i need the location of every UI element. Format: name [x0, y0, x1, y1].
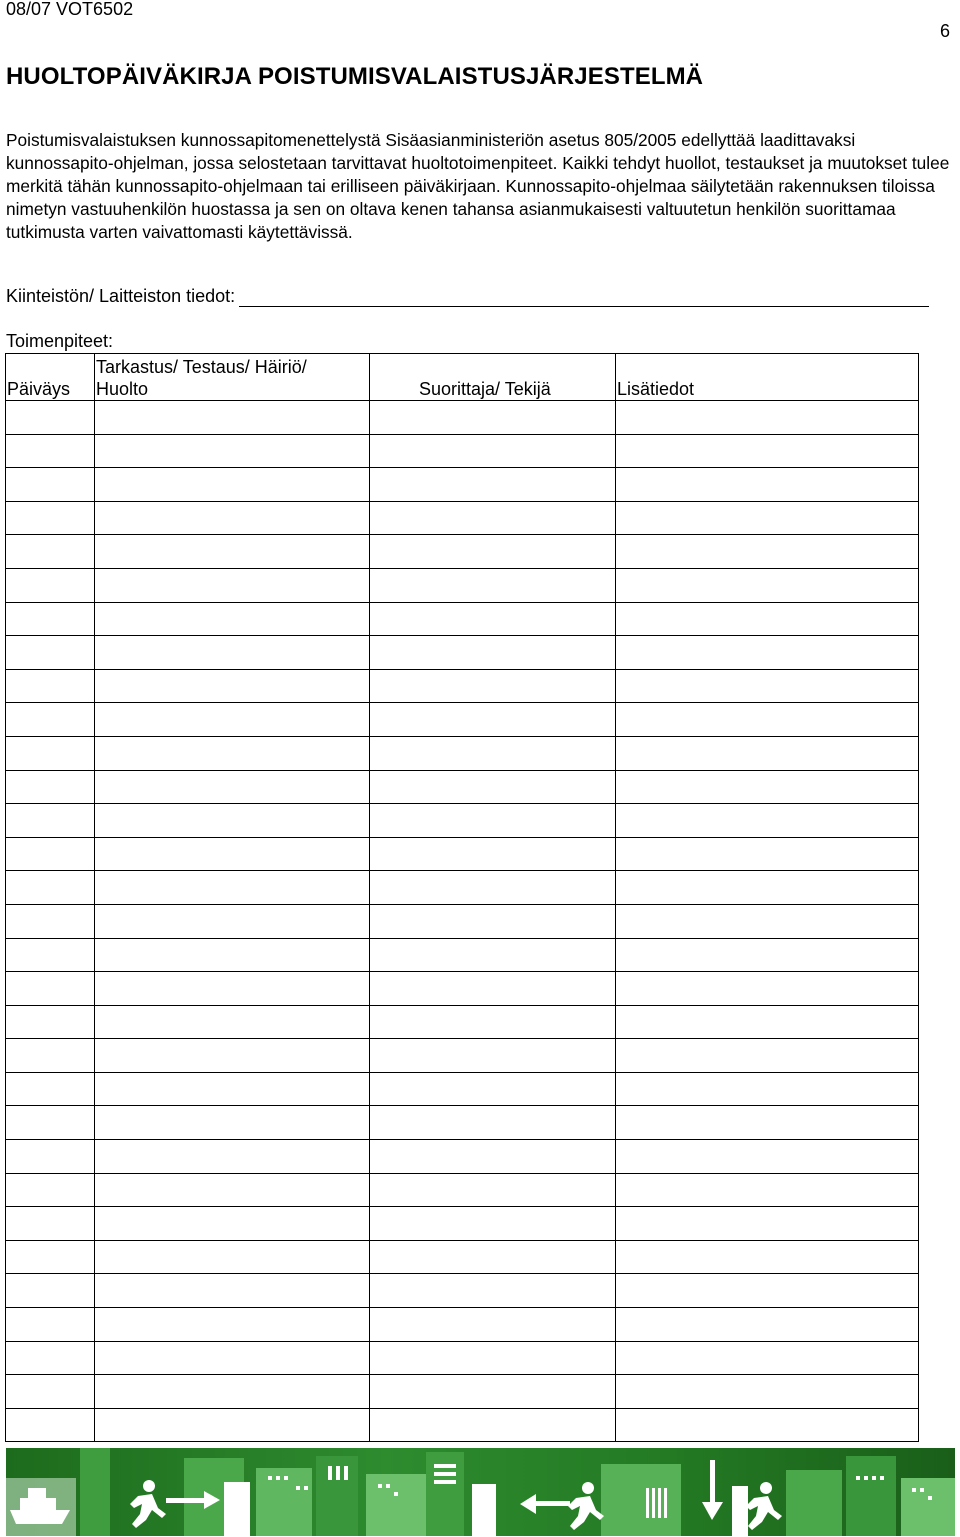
cell-action-type[interactable] — [95, 669, 370, 703]
cell-date[interactable] — [6, 1106, 95, 1140]
cell-action-type[interactable] — [95, 871, 370, 905]
cell-action-type[interactable] — [95, 1274, 370, 1308]
cell-action-type[interactable] — [95, 602, 370, 636]
cell-date[interactable] — [6, 1072, 95, 1106]
cell-performer[interactable] — [370, 434, 616, 468]
cell-action-type[interactable] — [95, 1240, 370, 1274]
cell-performer[interactable] — [370, 1341, 616, 1375]
cell-action-type[interactable] — [95, 1408, 370, 1442]
page-title: HUOLTOPÄIVÄKIRJA POISTUMISVALAISTUSJÄRJESTELMÄ — [6, 63, 704, 90]
cell-notes[interactable] — [616, 1005, 919, 1039]
cell-notes[interactable] — [616, 468, 919, 502]
cell-action-type[interactable] — [95, 1005, 370, 1039]
cell-date[interactable] — [6, 703, 95, 737]
table-row — [6, 1039, 919, 1073]
cell-action-type[interactable] — [95, 736, 370, 770]
table-row — [6, 736, 919, 770]
document-code: 08/07 VOT6502 — [6, 0, 134, 19]
cell-performer[interactable] — [370, 1375, 616, 1409]
property-info-fill-line[interactable] — [239, 287, 929, 307]
table-row — [6, 1408, 919, 1442]
cell-date[interactable] — [6, 1341, 95, 1375]
cell-action-type[interactable] — [95, 1140, 370, 1174]
footer-banner — [6, 1448, 955, 1536]
cell-date[interactable] — [6, 1375, 95, 1409]
cell-date[interactable] — [6, 1005, 95, 1039]
table-row — [6, 1005, 919, 1039]
cell-date[interactable] — [6, 602, 95, 636]
cell-performer[interactable] — [370, 602, 616, 636]
cell-action-type[interactable] — [95, 770, 370, 804]
cell-date[interactable] — [6, 636, 95, 670]
header-notes: Lisätiedot — [616, 354, 919, 401]
cell-notes[interactable] — [616, 904, 919, 938]
cell-notes[interactable] — [616, 602, 919, 636]
cell-action-type[interactable] — [95, 1207, 370, 1241]
table-row — [6, 1308, 919, 1342]
table-row — [6, 636, 919, 670]
cell-date[interactable] — [6, 1140, 95, 1174]
cell-performer[interactable] — [370, 938, 616, 972]
table-row — [6, 972, 919, 1006]
cell-date[interactable] — [6, 871, 95, 905]
cell-date[interactable] — [6, 837, 95, 871]
cell-date[interactable] — [6, 434, 95, 468]
cell-performer[interactable] — [370, 1207, 616, 1241]
table-row — [6, 703, 919, 737]
cell-date[interactable] — [6, 1039, 95, 1073]
table-header-row — [6, 354, 919, 401]
footer-banner-graphic — [6, 1448, 955, 1536]
cell-date[interactable] — [6, 1408, 95, 1442]
table-row — [6, 501, 919, 535]
running-man-icon — [746, 1482, 782, 1530]
cell-action-type[interactable] — [95, 501, 370, 535]
cell-date[interactable] — [6, 770, 95, 804]
table-row — [6, 401, 919, 435]
cell-notes[interactable] — [616, 1207, 919, 1241]
cell-performer[interactable] — [370, 736, 616, 770]
cell-performer[interactable] — [370, 1106, 616, 1140]
cell-notes[interactable] — [616, 837, 919, 871]
cell-action-type[interactable] — [95, 804, 370, 838]
door-icon — [472, 1484, 496, 1536]
door-icon — [224, 1482, 250, 1536]
table-row — [6, 1375, 919, 1409]
cell-notes[interactable] — [616, 1140, 919, 1174]
cell-notes[interactable] — [616, 1072, 919, 1106]
property-info-label: Kiinteistön/ Laitteiston tiedot: — [6, 286, 236, 306]
cell-action-type[interactable] — [95, 1173, 370, 1207]
cell-performer[interactable] — [370, 1408, 616, 1442]
table-row — [6, 1106, 919, 1140]
table-row — [6, 1173, 919, 1207]
cell-performer[interactable] — [370, 669, 616, 703]
cell-notes[interactable] — [616, 736, 919, 770]
cell-date[interactable] — [6, 1173, 95, 1207]
cell-performer[interactable] — [370, 1039, 616, 1073]
cell-notes[interactable] — [616, 1106, 919, 1140]
cell-performer[interactable] — [370, 401, 616, 435]
cell-performer[interactable] — [370, 636, 616, 670]
header-date: Päiväys — [6, 354, 95, 401]
table-row — [6, 837, 919, 871]
intro-paragraph: Poistumisvalaistuksen kunnossapitomenettelystä Sisäasianministeriön asetus 805/2005 edellyttää laadittavaksi kunnossapito-ohjelman, jossa selostetaan tarvittavat huoltotoimenpiteet. Kaikki tehdyt huollot, testaukset ja muutokset tulee merkitä tähän kunnossapito-ohjelmaan tai erilliseen päiväkirjaan. Kunnossapito-ohjelmaa säilytetään rakennuksen tiloissa nimetyn vastuuhenkilön huostassa ja sen on oltava kenen tahansa asianmukaisesti valtuutetun henkilön suorittamaa tutkimusta varten vaivattomasti käytettävissä. — [6, 130, 950, 242]
header-performer: Suorittaja/ Tekijä — [370, 354, 616, 401]
cell-performer[interactable] — [370, 770, 616, 804]
table-row — [6, 904, 919, 938]
cell-date[interactable] — [6, 804, 95, 838]
cell-notes[interactable] — [616, 1408, 919, 1442]
table-row — [6, 1207, 919, 1241]
cell-performer[interactable] — [370, 1005, 616, 1039]
cell-action-type[interactable] — [95, 1375, 370, 1409]
door-icon — [732, 1486, 748, 1536]
ship-icon — [6, 1478, 76, 1536]
cell-performer[interactable] — [370, 804, 616, 838]
cell-action-type[interactable] — [95, 568, 370, 602]
cell-notes[interactable] — [616, 1274, 919, 1308]
cell-action-type[interactable] — [95, 468, 370, 502]
table-row — [6, 669, 919, 703]
cell-action-type[interactable] — [95, 703, 370, 737]
property-info-row — [6, 286, 929, 307]
cell-action-type[interactable] — [95, 636, 370, 670]
cell-date[interactable] — [6, 401, 95, 435]
table-row — [6, 468, 919, 502]
cell-notes[interactable] — [616, 535, 919, 569]
cell-date[interactable] — [6, 468, 95, 502]
cell-performer[interactable] — [370, 871, 616, 905]
cell-action-type[interactable] — [95, 1106, 370, 1140]
cell-notes[interactable] — [616, 669, 919, 703]
cell-performer[interactable] — [370, 1072, 616, 1106]
cell-performer[interactable] — [370, 1173, 616, 1207]
table-row — [6, 602, 919, 636]
cell-action-type[interactable] — [95, 837, 370, 871]
cell-notes[interactable] — [616, 871, 919, 905]
cell-performer[interactable] — [370, 904, 616, 938]
running-man-icon — [568, 1482, 604, 1530]
cell-notes[interactable] — [616, 770, 919, 804]
cell-notes[interactable] — [616, 401, 919, 435]
cell-date[interactable] — [6, 904, 95, 938]
cell-notes[interactable] — [616, 1240, 919, 1274]
page-number: 6 — [940, 21, 951, 41]
cell-action-type[interactable] — [95, 535, 370, 569]
cell-notes[interactable] — [616, 501, 919, 535]
cell-action-type[interactable] — [95, 938, 370, 972]
actions-label: Toimenpiteet: — [6, 331, 114, 351]
cell-performer[interactable] — [370, 1308, 616, 1342]
maintenance-log-table — [5, 353, 919, 1442]
cell-performer[interactable] — [370, 501, 616, 535]
cell-date[interactable] — [6, 1207, 95, 1241]
cell-notes[interactable] — [616, 938, 919, 972]
cell-performer[interactable] — [370, 1140, 616, 1174]
cell-performer[interactable] — [370, 468, 616, 502]
table-row — [6, 568, 919, 602]
table-row — [6, 535, 919, 569]
header-action-type: Tarkastus/ Testaus/ Häiriö/ Huolto — [95, 354, 370, 401]
cell-notes[interactable] — [616, 804, 919, 838]
cell-action-type[interactable] — [95, 972, 370, 1006]
cell-date[interactable] — [6, 501, 95, 535]
cell-performer[interactable] — [370, 535, 616, 569]
cell-date[interactable] — [6, 736, 95, 770]
cell-action-type[interactable] — [95, 1072, 370, 1106]
cell-action-type[interactable] — [95, 1341, 370, 1375]
table-row — [6, 1341, 919, 1375]
table-row — [6, 1274, 919, 1308]
cell-action-type[interactable] — [95, 1039, 370, 1073]
table-row — [6, 770, 919, 804]
cell-date[interactable] — [6, 669, 95, 703]
cell-date[interactable] — [6, 972, 95, 1006]
cell-date[interactable] — [6, 938, 95, 972]
cell-performer[interactable] — [370, 1274, 616, 1308]
cell-action-type[interactable] — [95, 1308, 370, 1342]
cell-notes[interactable] — [616, 703, 919, 737]
cell-action-type[interactable] — [95, 401, 370, 435]
cell-notes[interactable] — [616, 1039, 919, 1073]
cell-performer[interactable] — [370, 703, 616, 737]
cell-notes[interactable] — [616, 1173, 919, 1207]
table-body — [6, 401, 919, 1442]
cell-notes[interactable] — [616, 434, 919, 468]
table-row — [6, 871, 919, 905]
table-row — [6, 1140, 919, 1174]
cell-performer[interactable] — [370, 1240, 616, 1274]
cell-date[interactable] — [6, 1274, 95, 1308]
cell-action-type[interactable] — [95, 434, 370, 468]
cell-notes[interactable] — [616, 568, 919, 602]
cell-date[interactable] — [6, 535, 95, 569]
cell-notes[interactable] — [616, 1308, 919, 1342]
table-row — [6, 938, 919, 972]
cell-notes[interactable] — [616, 972, 919, 1006]
cell-notes[interactable] — [616, 1341, 919, 1375]
cell-performer[interactable] — [370, 972, 616, 1006]
table-row — [6, 1072, 919, 1106]
cell-notes[interactable] — [616, 636, 919, 670]
arrow-down-icon — [702, 1460, 723, 1520]
cell-action-type[interactable] — [95, 904, 370, 938]
table-row — [6, 804, 919, 838]
running-man-icon — [130, 1480, 166, 1528]
arrow-left-icon — [520, 1494, 570, 1514]
table-row — [6, 434, 919, 468]
cell-date[interactable] — [6, 1308, 95, 1342]
cell-notes[interactable] — [616, 1375, 919, 1409]
cell-performer[interactable] — [370, 837, 616, 871]
cell-performer[interactable] — [370, 568, 616, 602]
cell-date[interactable] — [6, 568, 95, 602]
cell-date[interactable] — [6, 1240, 95, 1274]
table-row — [6, 1240, 919, 1274]
